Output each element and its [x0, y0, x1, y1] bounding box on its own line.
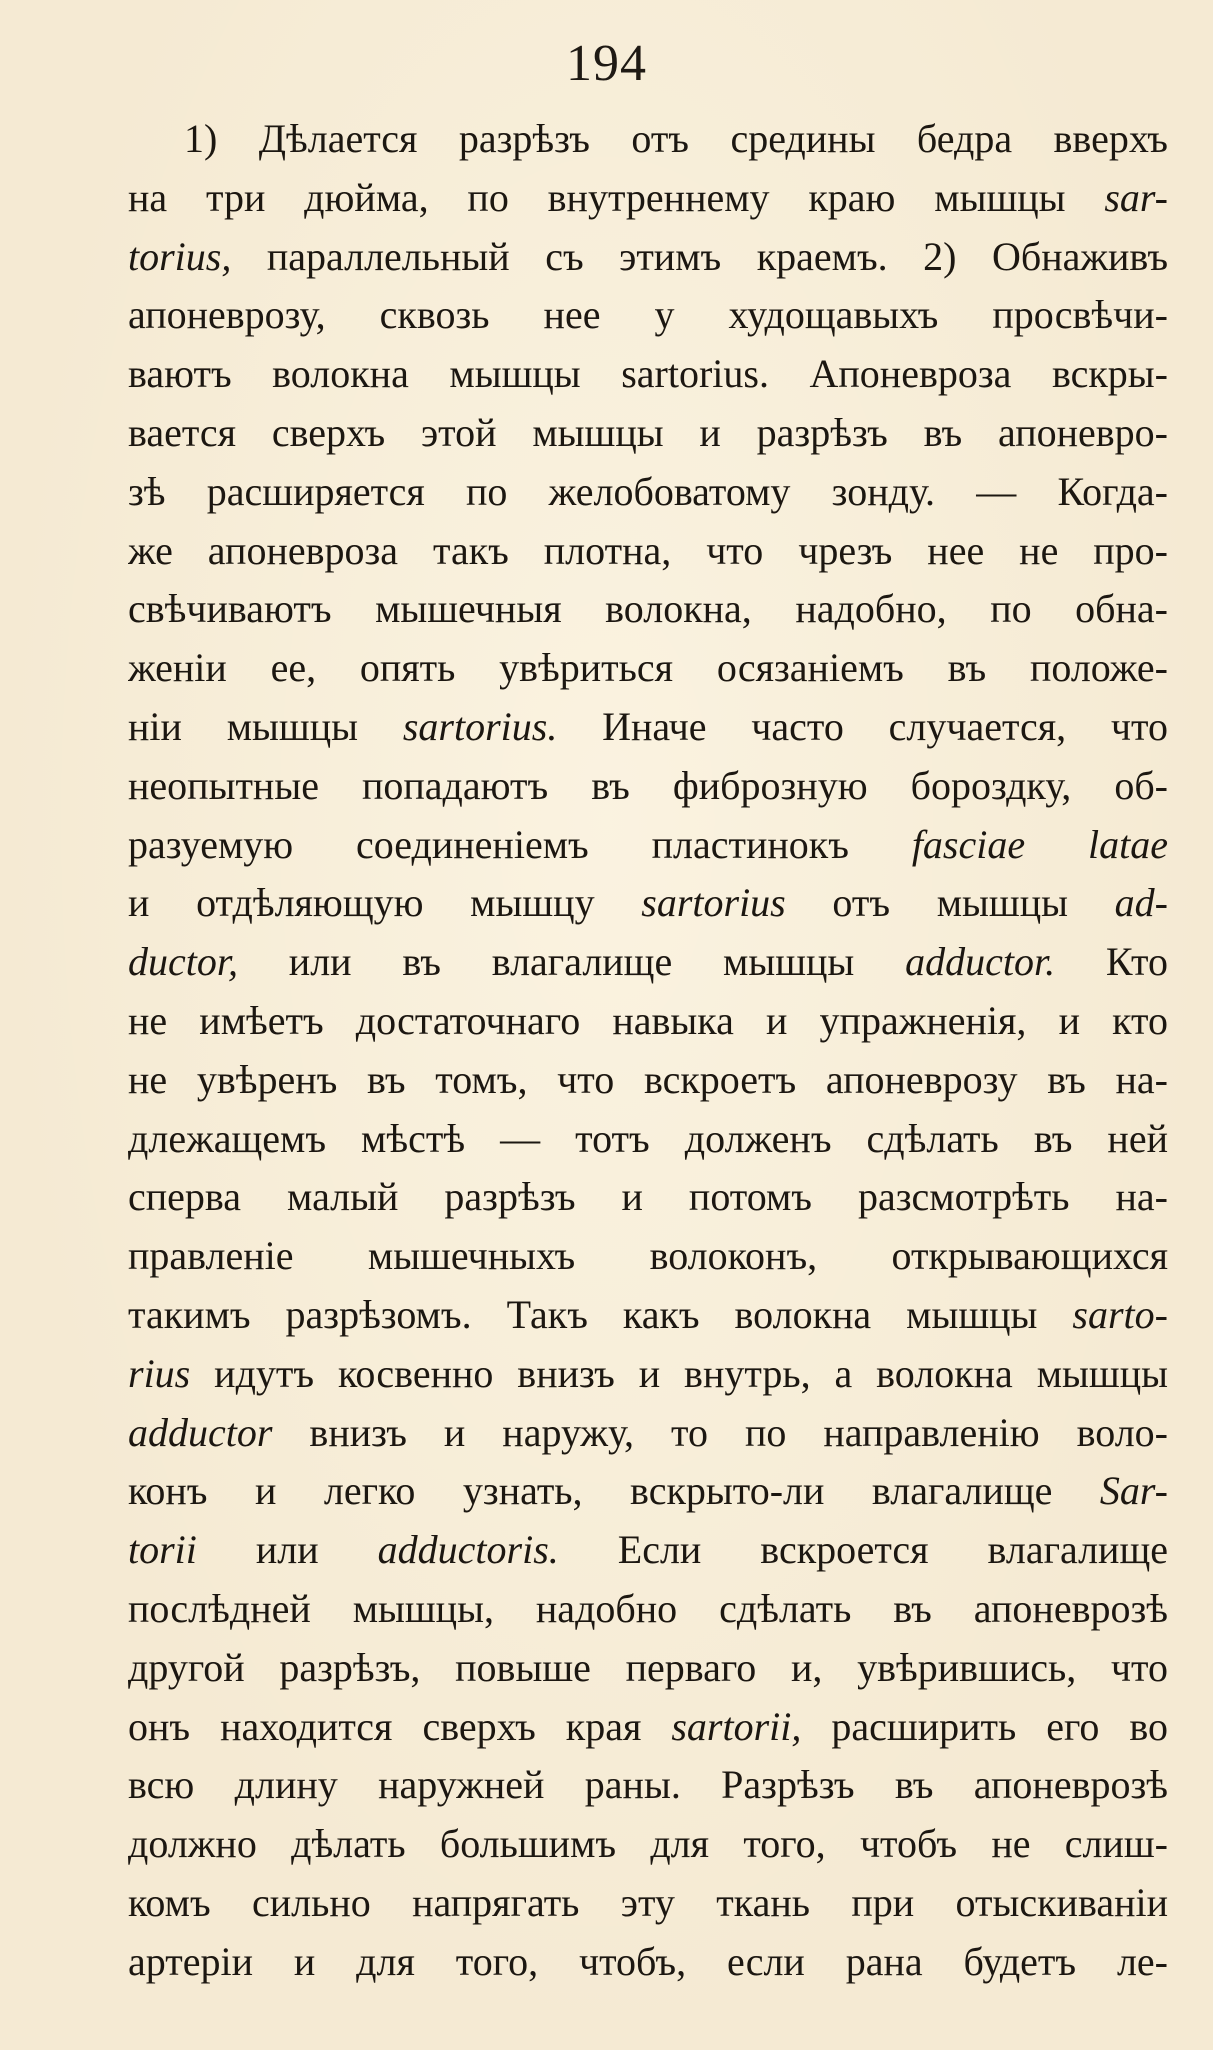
text-line [128, 1580, 1168, 1639]
text-segment: не увѣренъ въ томъ, что вскроетъ апоневрозу въ на- [128, 1056, 1168, 1102]
text-segment: такимъ разрѣзомъ. Такъ какъ волокна мышцы [128, 1291, 1073, 1337]
italic-term: rius [128, 1350, 191, 1396]
text-line [128, 1168, 1168, 1227]
text-segment: Если вскроется влагалище [558, 1527, 1168, 1573]
page-number: 194 [566, 35, 647, 92]
text-line [128, 345, 1168, 404]
text-line [128, 1462, 1168, 1521]
text-line [128, 757, 1168, 816]
text-segment: ніи мышцы [128, 703, 403, 749]
text-line [128, 228, 1168, 287]
text-line [128, 933, 1168, 992]
text-segment: апоневрозу, сквозь нее у худощавыхъ просвѣчи- [128, 292, 1168, 338]
italic-term: torii [128, 1527, 197, 1573]
text-segment: идутъ косвенно внизъ и внутрь, а волокна мышцы [190, 1350, 1168, 1396]
italic-term: sartorius. [402, 703, 558, 749]
text-segment: Иначе часто случается, что [557, 703, 1168, 749]
italic-term: torius, [128, 233, 232, 279]
italic-term: ad- [1114, 880, 1168, 926]
text-segment: длежащемъ мѣстѣ — тотъ долженъ сдѣлать въ ней [128, 1115, 1168, 1161]
italic-term: sarto- [1072, 1291, 1168, 1337]
text-segment: отъ мышцы [785, 880, 1115, 926]
text-segment: или [196, 1527, 378, 1573]
text-segment: другой разрѣзъ, повыше перваго и, увѣрившись, что [128, 1644, 1168, 1690]
text-line [128, 1756, 1168, 1815]
text-line [128, 522, 1168, 581]
text-segment: неопытные попадаютъ въ фиброзную бороздку, об- [128, 762, 1168, 808]
text-segment: расширить его во [801, 1703, 1168, 1749]
text-segment: онъ находится сверхъ края [128, 1703, 672, 1749]
text-line [128, 992, 1168, 1051]
text-segment: на три дюйма, по внутреннему краю мышцы [128, 174, 1105, 220]
text-segment: ваютъ волокна мышцы sartorius. Апоневроза вскры- [128, 351, 1168, 397]
text-line [128, 110, 1168, 169]
text-segment: и отдѣляющую мышцу [128, 880, 642, 926]
text-line [128, 1933, 1168, 1992]
text-line [128, 1874, 1168, 1933]
text-line [128, 580, 1168, 639]
text-segment: не имѣетъ достаточнаго навыка и упражненія, и кто [128, 997, 1168, 1043]
text-line [128, 1286, 1168, 1345]
italic-term: Sar- [1099, 1468, 1168, 1514]
text-line [128, 1698, 1168, 1757]
text-line [128, 816, 1168, 875]
text-segment: разуемую соединеніемъ пластинокъ [128, 821, 912, 867]
text-line [128, 286, 1168, 345]
italic-term: fasciae latae [911, 821, 1168, 867]
text-segment: зѣ расширяется по желобоватому зонду. — Когда- [128, 468, 1168, 514]
italic-term: ductor, [128, 939, 238, 985]
text-segment: 1) Дѣлается разрѣзъ отъ средины бедра вверхъ [184, 116, 1168, 161]
text-line [128, 639, 1168, 698]
text-line [128, 1639, 1168, 1698]
text-segment: параллельный съ этимъ краемъ. 2) Обнаживъ [231, 233, 1168, 279]
italic-term: sartorii, [671, 1703, 802, 1749]
text-line [128, 1051, 1168, 1110]
text-line [128, 1110, 1168, 1169]
italic-term: sartorius [641, 880, 786, 926]
text-segment: вается сверхъ этой мышцы и разрѣзъ въ апоневро- [128, 409, 1168, 455]
text-segment: всю длину наружней раны. Разрѣзъ въ апоневрозѣ [128, 1762, 1168, 1808]
text-line [128, 404, 1168, 463]
text-line [128, 1815, 1168, 1874]
text-segment: внизъ и наружу, то по направленію воло- [272, 1409, 1168, 1455]
text-segment: должно дѣлать большимъ для того, чтобъ не слиш- [128, 1821, 1168, 1867]
text-segment: конъ и легко узнать, вскрыто-ли влагалище [128, 1468, 1100, 1514]
text-line [128, 1521, 1168, 1580]
text-segment: же апоневроза такъ плотна, что чрезъ нее не про- [128, 527, 1168, 573]
text-segment: артеріи и для того, чтобъ, если рана будетъ ле- [128, 1938, 1168, 1984]
text-line [128, 1404, 1168, 1463]
text-segment: сперва малый разрѣзъ и потомъ разсмотрѣть на- [128, 1174, 1168, 1220]
text-line [128, 874, 1168, 933]
text-segment: Кто [1055, 939, 1168, 985]
text-line [128, 463, 1168, 522]
text-line [128, 1227, 1168, 1286]
body-text [128, 110, 1168, 1992]
text-segment: комъ сильно напрягать эту ткань при отыскиваніи [128, 1879, 1168, 1925]
italic-term: adductor. [905, 939, 1056, 985]
text-segment: женіи ее, опять увѣриться осязаніемъ въ положе- [128, 645, 1168, 691]
italic-term: adductoris. [377, 1527, 559, 1573]
text-segment: свѣчиваютъ мышечныя волокна, надобно, по обна- [128, 586, 1168, 632]
text-line [128, 698, 1168, 757]
text-line [128, 1345, 1168, 1404]
italic-term: sar- [1104, 174, 1168, 220]
italic-term: adductor [128, 1409, 273, 1455]
text-segment: послѣдней мышцы, надобно сдѣлать въ апоневрозѣ [128, 1585, 1168, 1631]
text-segment: правленіе мышечныхъ волоконъ, открывающихся [128, 1233, 1168, 1279]
text-segment: или въ влагалище мышцы [238, 939, 906, 985]
text-line [128, 169, 1168, 228]
